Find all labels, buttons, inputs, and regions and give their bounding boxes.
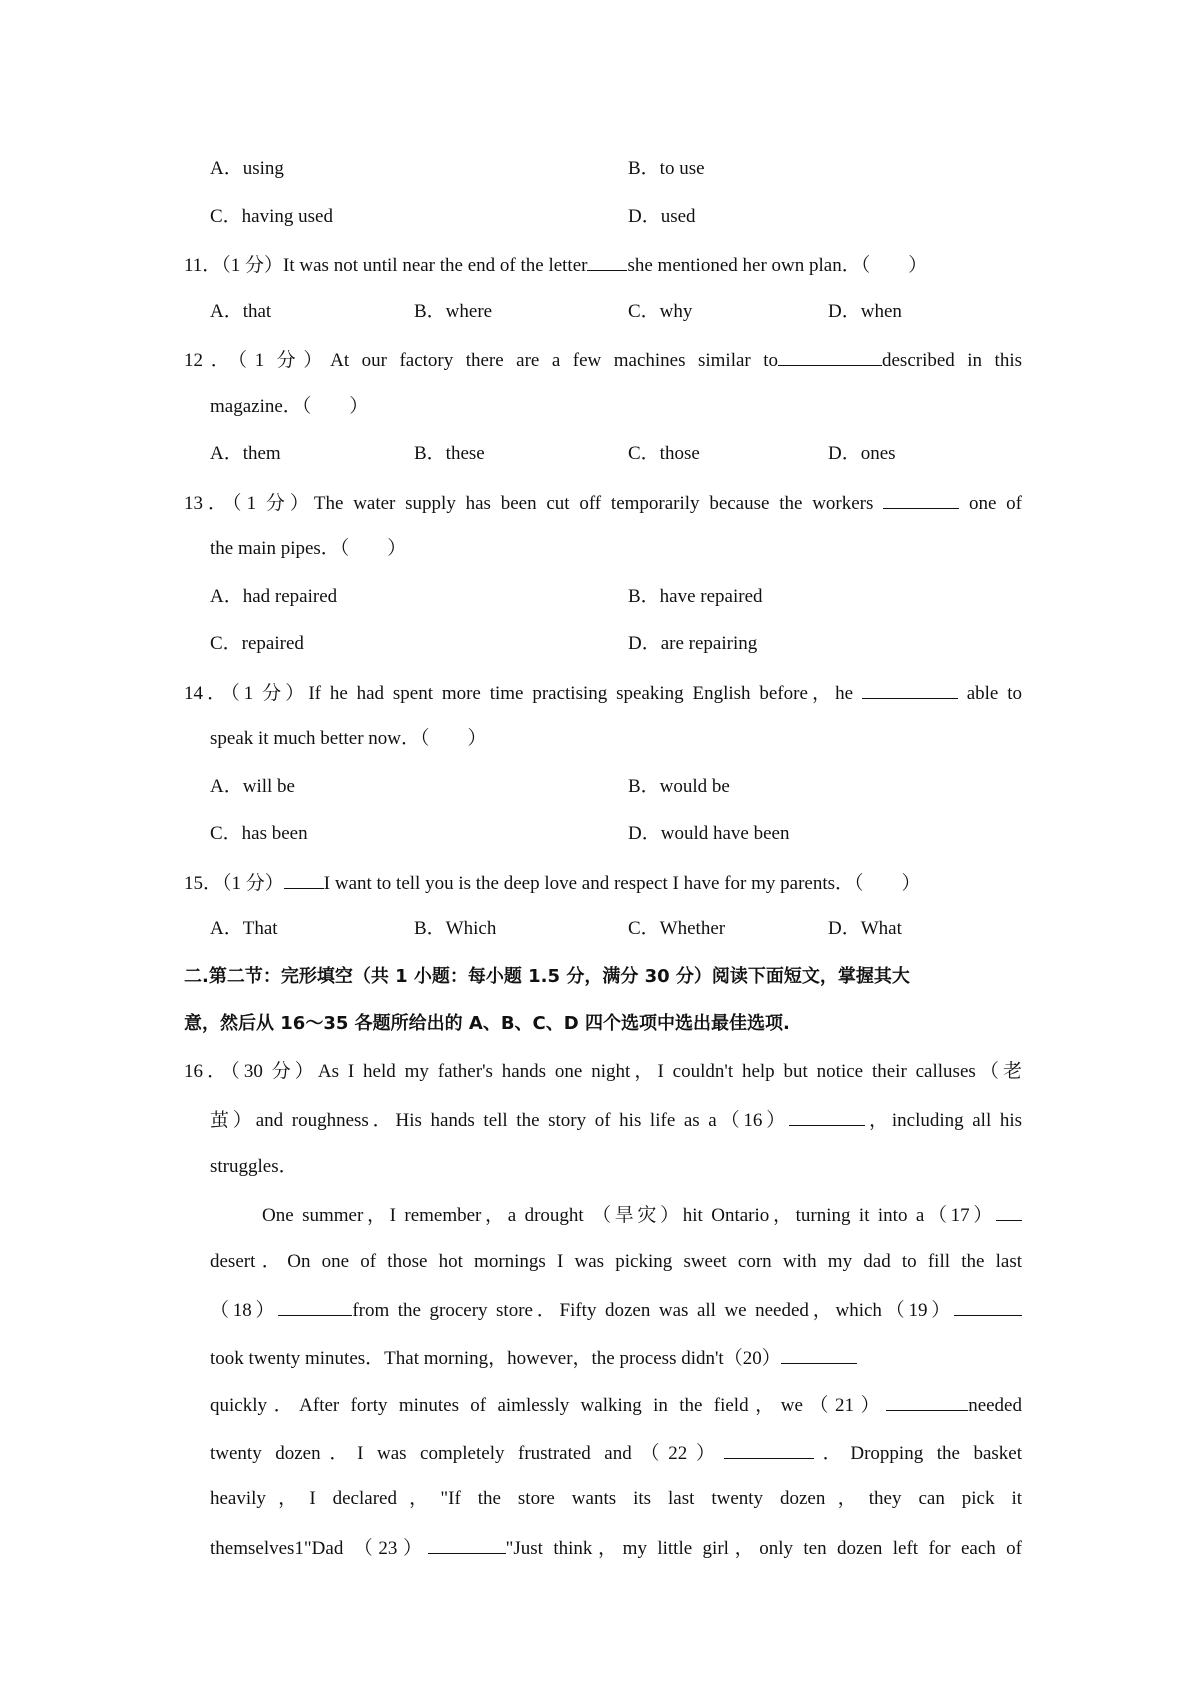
q11-question: 11．（1 分）It was not until near the end of the letter she mentioned her own plan．（ ） (184, 252, 927, 278)
q12-option-c[interactable]: C．those (628, 443, 700, 464)
passage-p2-line8: themselves1"Dad （23） "Just think，my little girl，only ten dozen left for each of (210, 1535, 1022, 1561)
q10-option-b[interactable]: B．to use (628, 158, 705, 179)
q15-option-c[interactable]: C．Whether (628, 918, 726, 939)
q11-option-b[interactable]: B．where (414, 301, 493, 322)
section2-heading-line2: 意，然后从 16～35 各题所给出的 A、B、C、D 四个选项中选出最佳选项. (184, 1013, 790, 1034)
blank-16 (789, 1107, 865, 1126)
q13-option-a[interactable]: A．had repaired (210, 586, 338, 607)
q15-option-d[interactable]: D．What (828, 918, 902, 939)
q12-question-line1: 12．（1 分）At our factory there are a few machines similar to described in this (184, 347, 1022, 373)
passage-p2-line5: quickly．After forty minutes of aimlessly walking in the field，we（21） needed (210, 1392, 1022, 1418)
q14-option-c[interactable]: C．has been (210, 823, 308, 844)
q13-option-d[interactable]: D．are repairing (628, 633, 758, 654)
q15-option-a[interactable]: A．That (210, 918, 278, 939)
passage-p2-line6: twenty dozen．I was completely frustrated and（22） ．Dropping the basket (210, 1440, 1022, 1466)
q14-blank (862, 680, 958, 699)
blank-21 (886, 1392, 968, 1411)
q11-option-a[interactable]: A．that (210, 301, 272, 322)
passage-p2-line3: （18） from the grocery store．Fifty dozen was all we needed，which（19） (210, 1297, 1022, 1323)
q13-option-b[interactable]: B．have repaired (628, 586, 763, 607)
q16-line1: 16．（30 分）As I held my father's hands one night，I couldn't help but notice their calluses（老 (184, 1061, 1022, 1082)
q12-option-a[interactable]: A．them (210, 443, 281, 464)
blank-20 (781, 1345, 857, 1364)
blank-22 (724, 1440, 814, 1459)
section2-heading-line1: 二.第二节：完形填空（共 1 小题：每小题 1.5 分，满分 30 分）阅读下面短文，掌握其大 (184, 966, 910, 987)
q14-option-d[interactable]: D．would have been (628, 823, 790, 844)
q10-option-d[interactable]: D．used (628, 206, 696, 227)
q16-line2: 茧）and roughness．His hands tell the story of his life as a（16） ，including all his (210, 1107, 1022, 1133)
q14-question-line1: 14．（1 分）If he had spent more time practising speaking English before，he able to (184, 680, 1022, 706)
q11-option-d[interactable]: D．when (828, 301, 902, 322)
passage-p2-line7: heavily，I declared，"If the store wants its last twenty dozen，they can pick it (210, 1488, 1022, 1509)
q13-question-line1: 13．（1 分）The water supply has been cut off temporarily because the workers one of (184, 490, 1022, 516)
q12-blank (778, 347, 882, 366)
blank-19 (954, 1297, 1022, 1316)
blank-18 (278, 1297, 352, 1316)
q16-line3: struggles． (210, 1156, 298, 1177)
q11-option-c[interactable]: C．why (628, 301, 693, 322)
q10-option-c[interactable]: C．having used (210, 206, 333, 227)
q14-option-a[interactable]: A．will be (210, 776, 295, 797)
q11-blank (587, 252, 627, 271)
q12-option-b[interactable]: B．these (414, 443, 485, 464)
q14-question-line2: speak it much better now．（ ） (210, 728, 487, 749)
passage-p2-line2: desert．On one of those hot mornings I was picking sweet corn with my dad to fill the last (210, 1251, 1022, 1272)
q12-option-d[interactable]: D．ones (828, 443, 896, 464)
q13-option-c[interactable]: C．repaired (210, 633, 304, 654)
q15-question: 15．（1 分） I want to tell you is the deep love and respect I have for my parents．（ ） (184, 870, 921, 896)
passage-p2-line1: One summer，I remember，a drought （旱灾）hit Ontario，turning it into a（17） (262, 1202, 1022, 1228)
q10-option-a[interactable]: A．using (210, 158, 284, 179)
passage-p2-line4: took twenty minutes．That morning，however，the process didn't（20） (210, 1345, 857, 1371)
q15-blank (284, 870, 324, 889)
q15-option-b[interactable]: B．Which (414, 918, 497, 939)
blank-23 (428, 1535, 506, 1554)
q14-option-b[interactable]: B．would be (628, 776, 730, 797)
q13-question-line2: the main pipes．（ ） (210, 538, 407, 559)
q13-blank (883, 490, 959, 509)
q12-question-line2: magazine．（ ） (210, 396, 369, 417)
blank-17 (996, 1202, 1022, 1221)
